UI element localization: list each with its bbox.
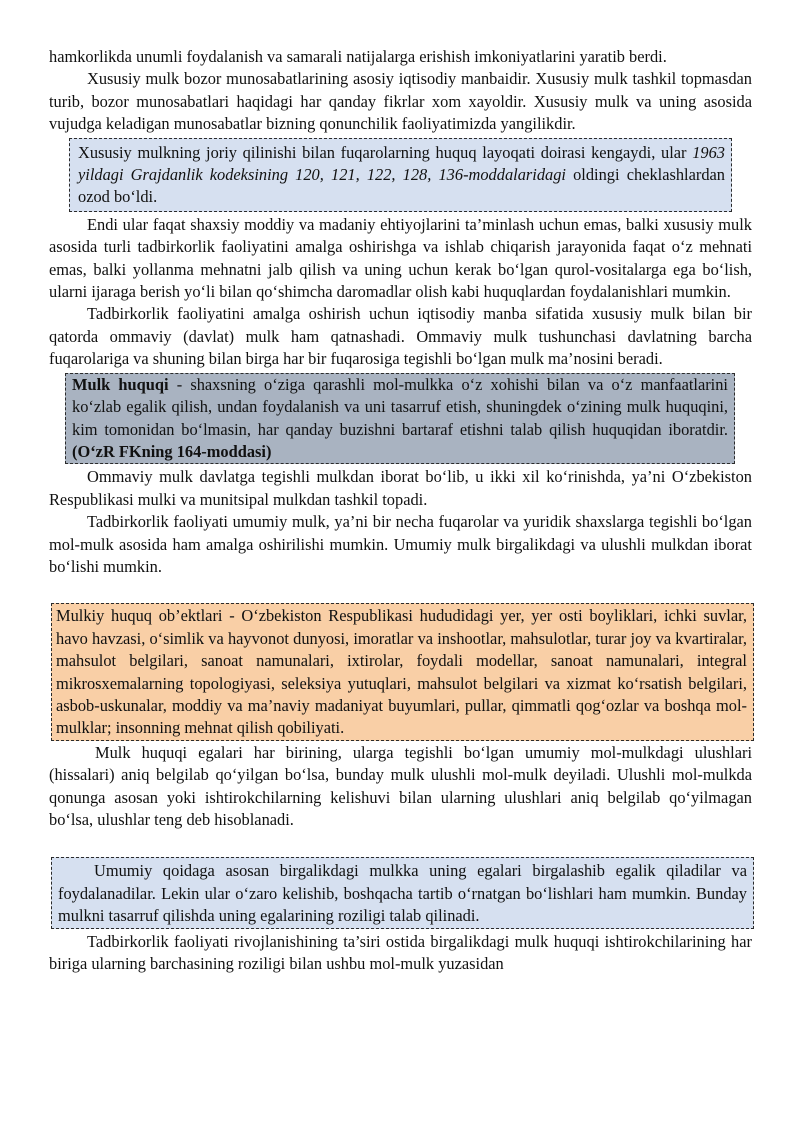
definition-body: - shaxsning o‘ziga qarashli mol-mulkka o‘z xohishi bilan va o‘z manfaatlarini ko‘zlab egalik qilish, undan foydalanish va uni tasarruf etish, shuningdek o‘zining mulk huquqini, kim tomonidan bo‘lmasin, har qanday buzishni bartaraf etishni talab qilish huquqidan iboratdir. bbox=[72, 374, 728, 439]
callout-property-right-definition bbox=[65, 373, 735, 465]
callout-joint-property bbox=[51, 857, 754, 928]
document-page bbox=[49, 46, 752, 975]
paragraph-3: Endi ular faqat shaxsiy moddiy va madaniy ehtiyojlarini ta’minlash uchun emas, balki xususiy mulk asosida turli tadbirkorlik faoliyatini amalga oshirishga va ishlab chiqarish jarayonida faqat o‘z mehnati emas, balki yollanma mehnatni jalb qilish va uning uchun kerak bo‘lgan qurol-vositalarga ega bo‘lish, ularni ijaraga berish yo‘li bilan qo‘shimcha daromadlar olish kabi huquqlardan foydalanishlari mumkin. bbox=[49, 214, 752, 302]
paragraph-1: hamkorlikda unumli foydalanish va samarali natijalarga erishish imkoniyatlarini yaratib berdi. bbox=[49, 47, 667, 66]
callout-text-end: oldingi cheklashlardan ozod bo‘ldi. bbox=[78, 165, 725, 207]
callout-property-objects bbox=[51, 603, 754, 740]
definition-reference: (O‘zR FKning 164-moddasi) bbox=[72, 441, 272, 461]
callout-text: Xususiy mulkning joriy qilinishi bilan fuqarolarning huquq layoqati doirasi kengaydi, ular bbox=[78, 142, 693, 162]
callout-private-property bbox=[69, 138, 732, 212]
paragraph-2: Xususiy mulk bozor munosabatlarining asosiy iqtisodiy manbaidir. Xususiy mulk tashkil topmasdan turib, bozor munosabatlari haqidagi har qanday fikrlar xom xayoldir. Xususiy mulk va uning asosida vujudga keladigan munosabatlar bizning qonunchilik faoliyatimizda yangilikdir. bbox=[49, 69, 752, 134]
paragraph-4: Tadbirkorlik faoliyatini amalga oshirish uchun iqtisodiy manba sifatida xususiy mulk bilan bir qatorda ommaviy (davlat) mulk ham qatnashadi. Ommaviy mulk tushunchasi davlatning barcha fuqarolariga va shuning bilan birga har bir fuqarosiga tegishli bo‘lgan mulk ma’nosini beradi. bbox=[49, 304, 752, 369]
callout-property-objects-text: Mulkiy huquq ob’ektlari - O‘zbekiston Respublikasi hududidagi yer, yer osti boyliklari, ichki suvlar, havo havzasi, o‘simlik va hayvonot dunyosi, imoratlar va inshootlar, mahsulotlar, turar joy va kvartiralar, mahsulot belgilari, sanoat namunalari, ixtirolar, foydali modellar, sanoat namunalari, integral mikrosxemalarning topologiyasi, seleksiya yutuqlari, mahsulot belgilari va xizmat ko‘rsatish belgilari, asbob-uskunalar, moddiy va ma’naviy madaniyat buyumlari, pullar, qimmatli qog‘ozlar va boshqa mol-mulklar; insonning mehnat qilish qobiliyati. bbox=[56, 606, 747, 738]
paragraph-8: Tadbirkorlik faoliyati rivojlanishining ta’siri ostida birgalikdagi mulk huquqi ishtirokchilarining har biriga ularning barchasining roziligi bilan ushbu mol-mulk yuzasidan bbox=[49, 931, 752, 974]
callout-italic-reference: 1963 yildagi Grajdanlik kodeksining 120, 121, 122, 128, 136-moddalaridagi bbox=[78, 142, 725, 185]
callout-joint-property-text: Umumiy qoidaga asosan birgalikdagi mulkka uning egalari birgalashib egalik qiladilar va foydalanadilar. Lekin ular o‘zaro kelishib, boshqacha tartib o‘rnatgan bo‘lishlari ham mumkin. Bunday mulkni tasarruf qilishda uning egalarining roziligi talab qilinadi. bbox=[58, 861, 747, 926]
definition-term: Mulk huquqi bbox=[72, 374, 169, 394]
paragraph-7: Mulk huquqi egalari har birining, ularga tegishli bo‘lgan umumiy mol-mulkdagi ulushlari (hissalari) aniq belgilab qo‘yilgan bo‘lsa, bunday mulk ulushli mol-mulk deyiladi. Ulushli mol-mulkda qonunga asosan yoki ishtirokchilarning kelishuvi bilan ularning ulushlari aniq belgilab qo‘yilmagan bo‘lsa, ulushlar teng deb hisoblanadi. bbox=[49, 742, 752, 829]
paragraph-6: Tadbirkorlik faoliyati umumiy mulk, ya’ni bir necha fuqarolar va yuridik shaxslarga tegishli bo‘lgan mol-mulk asosida ham amalga oshirilishi mumkin. Umumiy mulk birgalikdagi va ulushli mulkdan iborat bo‘lishi mumkin. bbox=[49, 512, 752, 576]
paragraph-5: Ommaviy mulk davlatga tegishli mulkdan iborat bo‘lib, u ikki xil ko‘rinishda, ya’ni O‘zbekiston Respublikasi mulki va munitsipal mulkdan tashkil topadi. bbox=[49, 467, 752, 509]
